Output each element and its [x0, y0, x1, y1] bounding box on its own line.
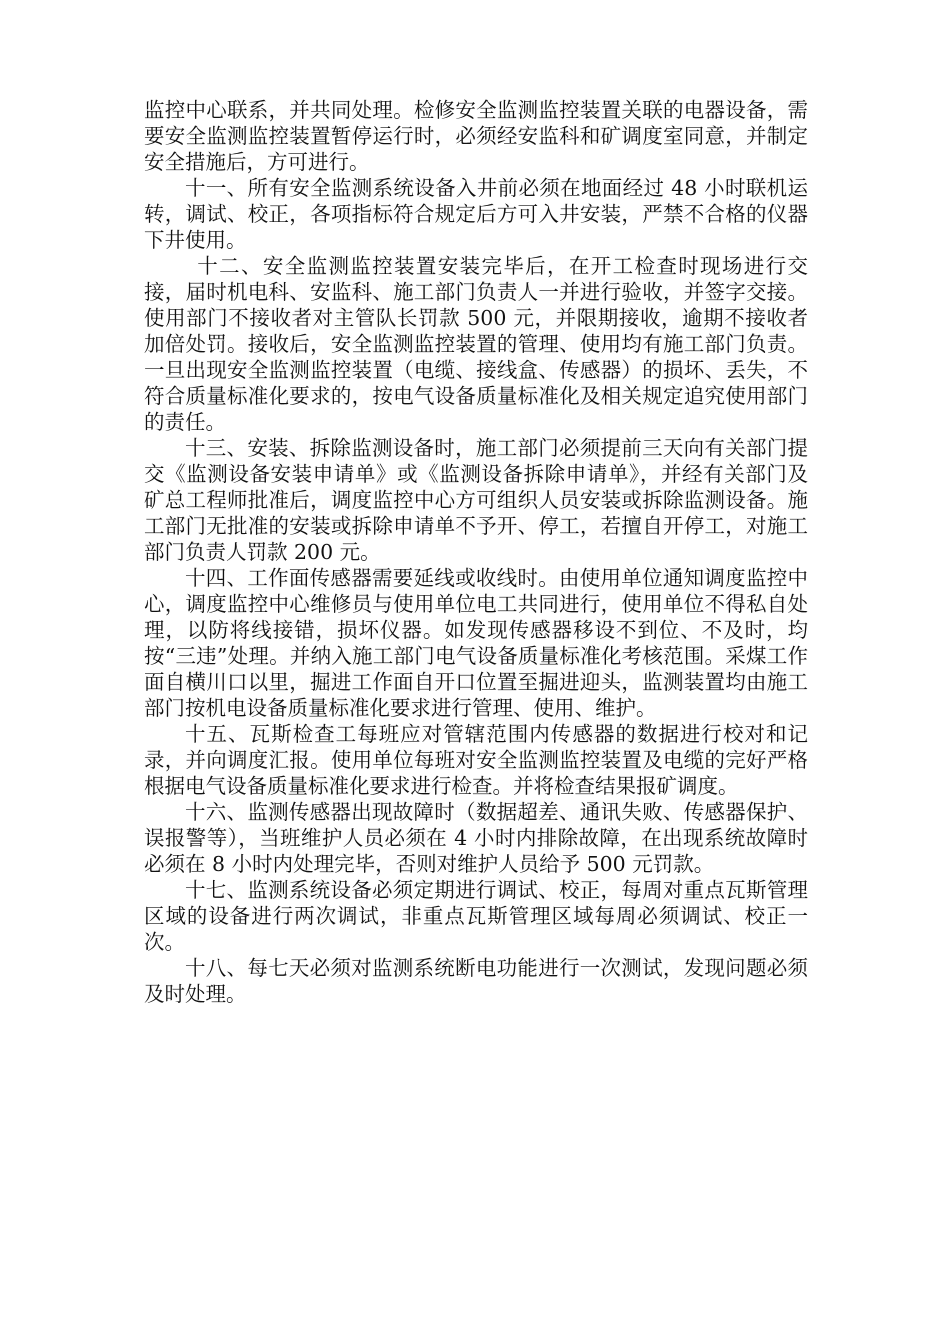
paragraph-article-14: 十四、工作面传感器需要延线或收线时。由使用单位通知调度监控中心，调度监控中心维修员与使用单位电工共同进行，使用单位不得私自处理，以防将线接错，损坏仪器。如发现传感器移设不到位、不及时，均按“三违”处理。并纳入施工部门电气设备质量标准化考核范围。采煤工作面自横川口以里，掘进工作面自开口位置至掘进迎头，监测装置均由施工部门按机电设备质量标准化要求进行管理、使用、维护。: [144, 566, 808, 720]
paragraph-article-15: 十五、瓦斯检查工每班应对管辖范围内传感器的数据进行校对和记录，并向调度汇报。使用单位每班对安全监测监控装置及电缆的完好严格根据电气设备质量标准化要求进行检查。并将检查结果报矿调度。: [144, 722, 808, 798]
paragraph-article-16: 十六、监测传感器出现故障时（数据超差、通讯失败、传感器保护、误报警等），当班维护人员必须在 4 小时内排除故障，在出现系统故障时必须在 8 小时内处理完毕，否则对维护人员给予 500 元罚款。: [144, 800, 808, 876]
paragraph-article-17: 十七、监测系统设备必须定期进行调试、校正，每周对重点瓦斯管理区域的设备进行两次调试，非重点瓦斯管理区域每周必须调试、校正一次。: [144, 878, 808, 954]
paragraph-article-13: 十三、安装、拆除监测设备时，施工部门必须提前三天向有关部门提交《监测设备安装申请单》或《监测设备拆除申请单》，并经有关部门及矿总工程师批准后，调度监控中心方可组织人员安装或拆除监测设备。施工部门无批准的安装或拆除申请单不予开、停工，若擅自开停工，对施工部门负责人罚款 200 元。: [144, 436, 808, 564]
document-body: [144, 97, 808, 1007]
paragraph-continuation: 监控中心联系，并共同处理。检修安全监测监控装置关联的电器设备，需要安全监测监控装置暂停运行时，必须经安监科和矿调度室同意，并制定安全措施后，方可进行。: [144, 98, 808, 174]
paragraph-article-18: 十八、每七天必须对监测系统断电功能进行一次测试，发现问题必须及时处理。: [144, 956, 808, 1006]
paragraph-article-11: 十一、所有安全监测系统设备入井前必须在地面经过 48 小时联机运转，调试、校正，各项指标符合规定后方可入井安装，严禁不合格的仪器下井使用。: [144, 176, 808, 252]
paragraph-article-12: 十二、安全监测监控装置安装完毕后，在开工检查时现场进行交接，届时机电科、安监科、施工部门负责人一并进行验收，并签字交接。使用部门不接收者对主管队长罚款 500 元，并限期接收，逾期不接收者加倍处罚。接收后，安全监测监控装置的管理、使用均有施工部门负责。一旦出现安全监测监控装置（电缆、接线盒、传感器）的损坏、丢失，不符合质量标准化要求的，按电气设备质量标准化及相关规定追究使用部门的责任。: [144, 254, 808, 434]
